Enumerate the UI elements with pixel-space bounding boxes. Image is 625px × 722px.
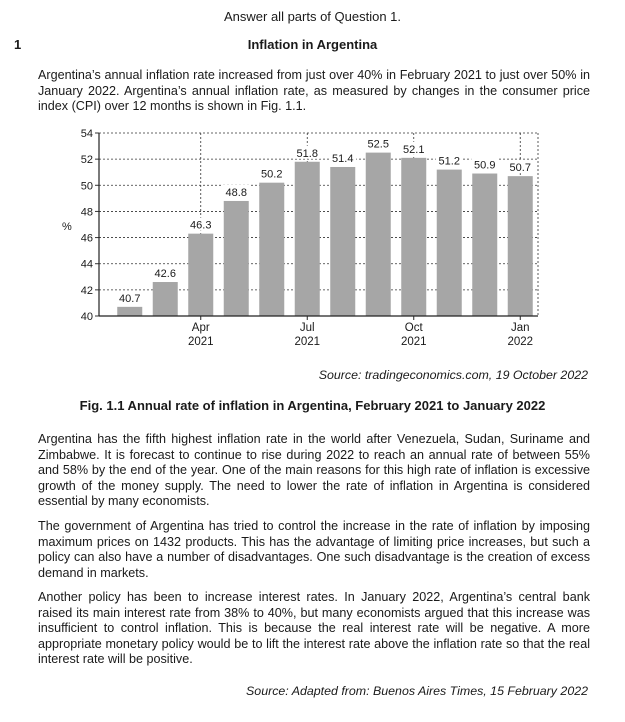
y-tick-label: 48 — [80, 206, 93, 219]
question-number: 1 — [14, 37, 22, 52]
bar-value-label: 46.3 — [190, 219, 212, 232]
bar-value-label: 52.1 — [403, 143, 425, 156]
bar-value-label: 50.7 — [509, 162, 531, 175]
y-tick-label: 52 — [80, 154, 93, 167]
intro-paragraph: Argentina’s annual inflation rate increased from just over 40% in February 2021 to just over 50% in January 2022. Argentina’s annual inflation rate, as measured by changes in the consumer price index (CPI) over 12 months is shown in Fig. 1.1. — [38, 68, 590, 113]
figure-caption: Fig. 1.1 Annual rate of inflation in Argentina, February 2021 to January 2022 — [79, 398, 546, 413]
y-tick-label: 40 — [80, 311, 93, 323]
x-tick-label-year: 2022 — [507, 336, 534, 348]
bar-value-label: 42.6 — [154, 268, 176, 281]
bar-value-label: 51.8 — [296, 147, 318, 160]
bar-value-label: 48.8 — [225, 186, 247, 199]
bar — [295, 162, 320, 316]
x-tick-label-month: Jan — [510, 322, 530, 334]
bar — [117, 307, 142, 316]
bar — [330, 167, 355, 316]
bar-value-label: 51.4 — [332, 152, 354, 165]
x-tick-label-year: 2021 — [294, 336, 321, 348]
paragraph-2: The government of Argentina has tried to control the increase in the rate of inflation by imposing maximum prices on 1432 products. This has the advantage of limiting price increases, but such a policy can also have a number of disadvantages. One such disadvantage is the creation of excess demand in markets. — [38, 519, 590, 580]
x-tick-label-year: 2021 — [187, 336, 214, 348]
bar-value-label: 52.5 — [367, 138, 389, 151]
bar — [153, 282, 178, 316]
x-tick-label-year: 2021 — [400, 336, 427, 348]
bar — [224, 201, 249, 316]
paragraph-3: Another policy has been to increase interest rates. In January 2022, Argentina’s central bank raised its main interest rate from 38% to 40%, but many economists argued that this increase was insufficient to control inflation. This is because the real interest rate will be negative. A more appropriate monetary policy would be to lift the interest rate above the inflation rate so that the real interest rate will be positive. — [38, 590, 590, 666]
question-title: Inflation in Argentina — [247, 37, 378, 52]
bar-value-label: 50.2 — [261, 168, 283, 181]
bar — [472, 174, 497, 316]
bar — [259, 183, 284, 316]
bar — [508, 176, 533, 316]
bar-value-label: 40.7 — [119, 292, 141, 305]
paragraph-1: Argentina has the fifth highest inflation rate in the world after Venezuela, Sudan, Suriname and Zimbabwe. It is forecast to continue to rise during 2022 to reach an annual rate of between 55% and 58% by the end of the year. One of the main reasons for this high rate of inflation is excessive growth of the money supply. The need to lower the rate of inflation in Argentina is considered essential by many economists. — [38, 432, 590, 508]
chart-source: Source: tradingeconomics.com, 19 October 2022 — [318, 368, 588, 382]
inflation-bar-chart — [0, 120, 625, 370]
exam-instruction: Answer all parts of Question 1. — [223, 9, 402, 24]
y-tick-label: 42 — [80, 284, 93, 297]
chart-bars — [116, 137, 533, 316]
y-tick-label: 54 — [80, 128, 93, 140]
bar-value-label: 51.2 — [438, 155, 460, 168]
article-source: Source: Adapted from: Buenos Aires Times, 15 February 2022 — [246, 684, 588, 698]
y-tick-label: 46 — [80, 232, 93, 245]
bar — [401, 158, 426, 316]
x-tick-label-month: Oct — [404, 322, 423, 334]
bar — [366, 153, 391, 316]
y-tick-label: 44 — [80, 258, 93, 271]
bar — [437, 170, 462, 316]
bar — [188, 234, 213, 316]
y-tick-label: 50 — [80, 180, 93, 193]
x-tick-label-month: Apr — [191, 322, 210, 334]
x-tick-label-month: Jul — [299, 322, 315, 334]
bar-value-label: 50.9 — [474, 159, 496, 172]
y-axis-label: % — [62, 221, 72, 233]
